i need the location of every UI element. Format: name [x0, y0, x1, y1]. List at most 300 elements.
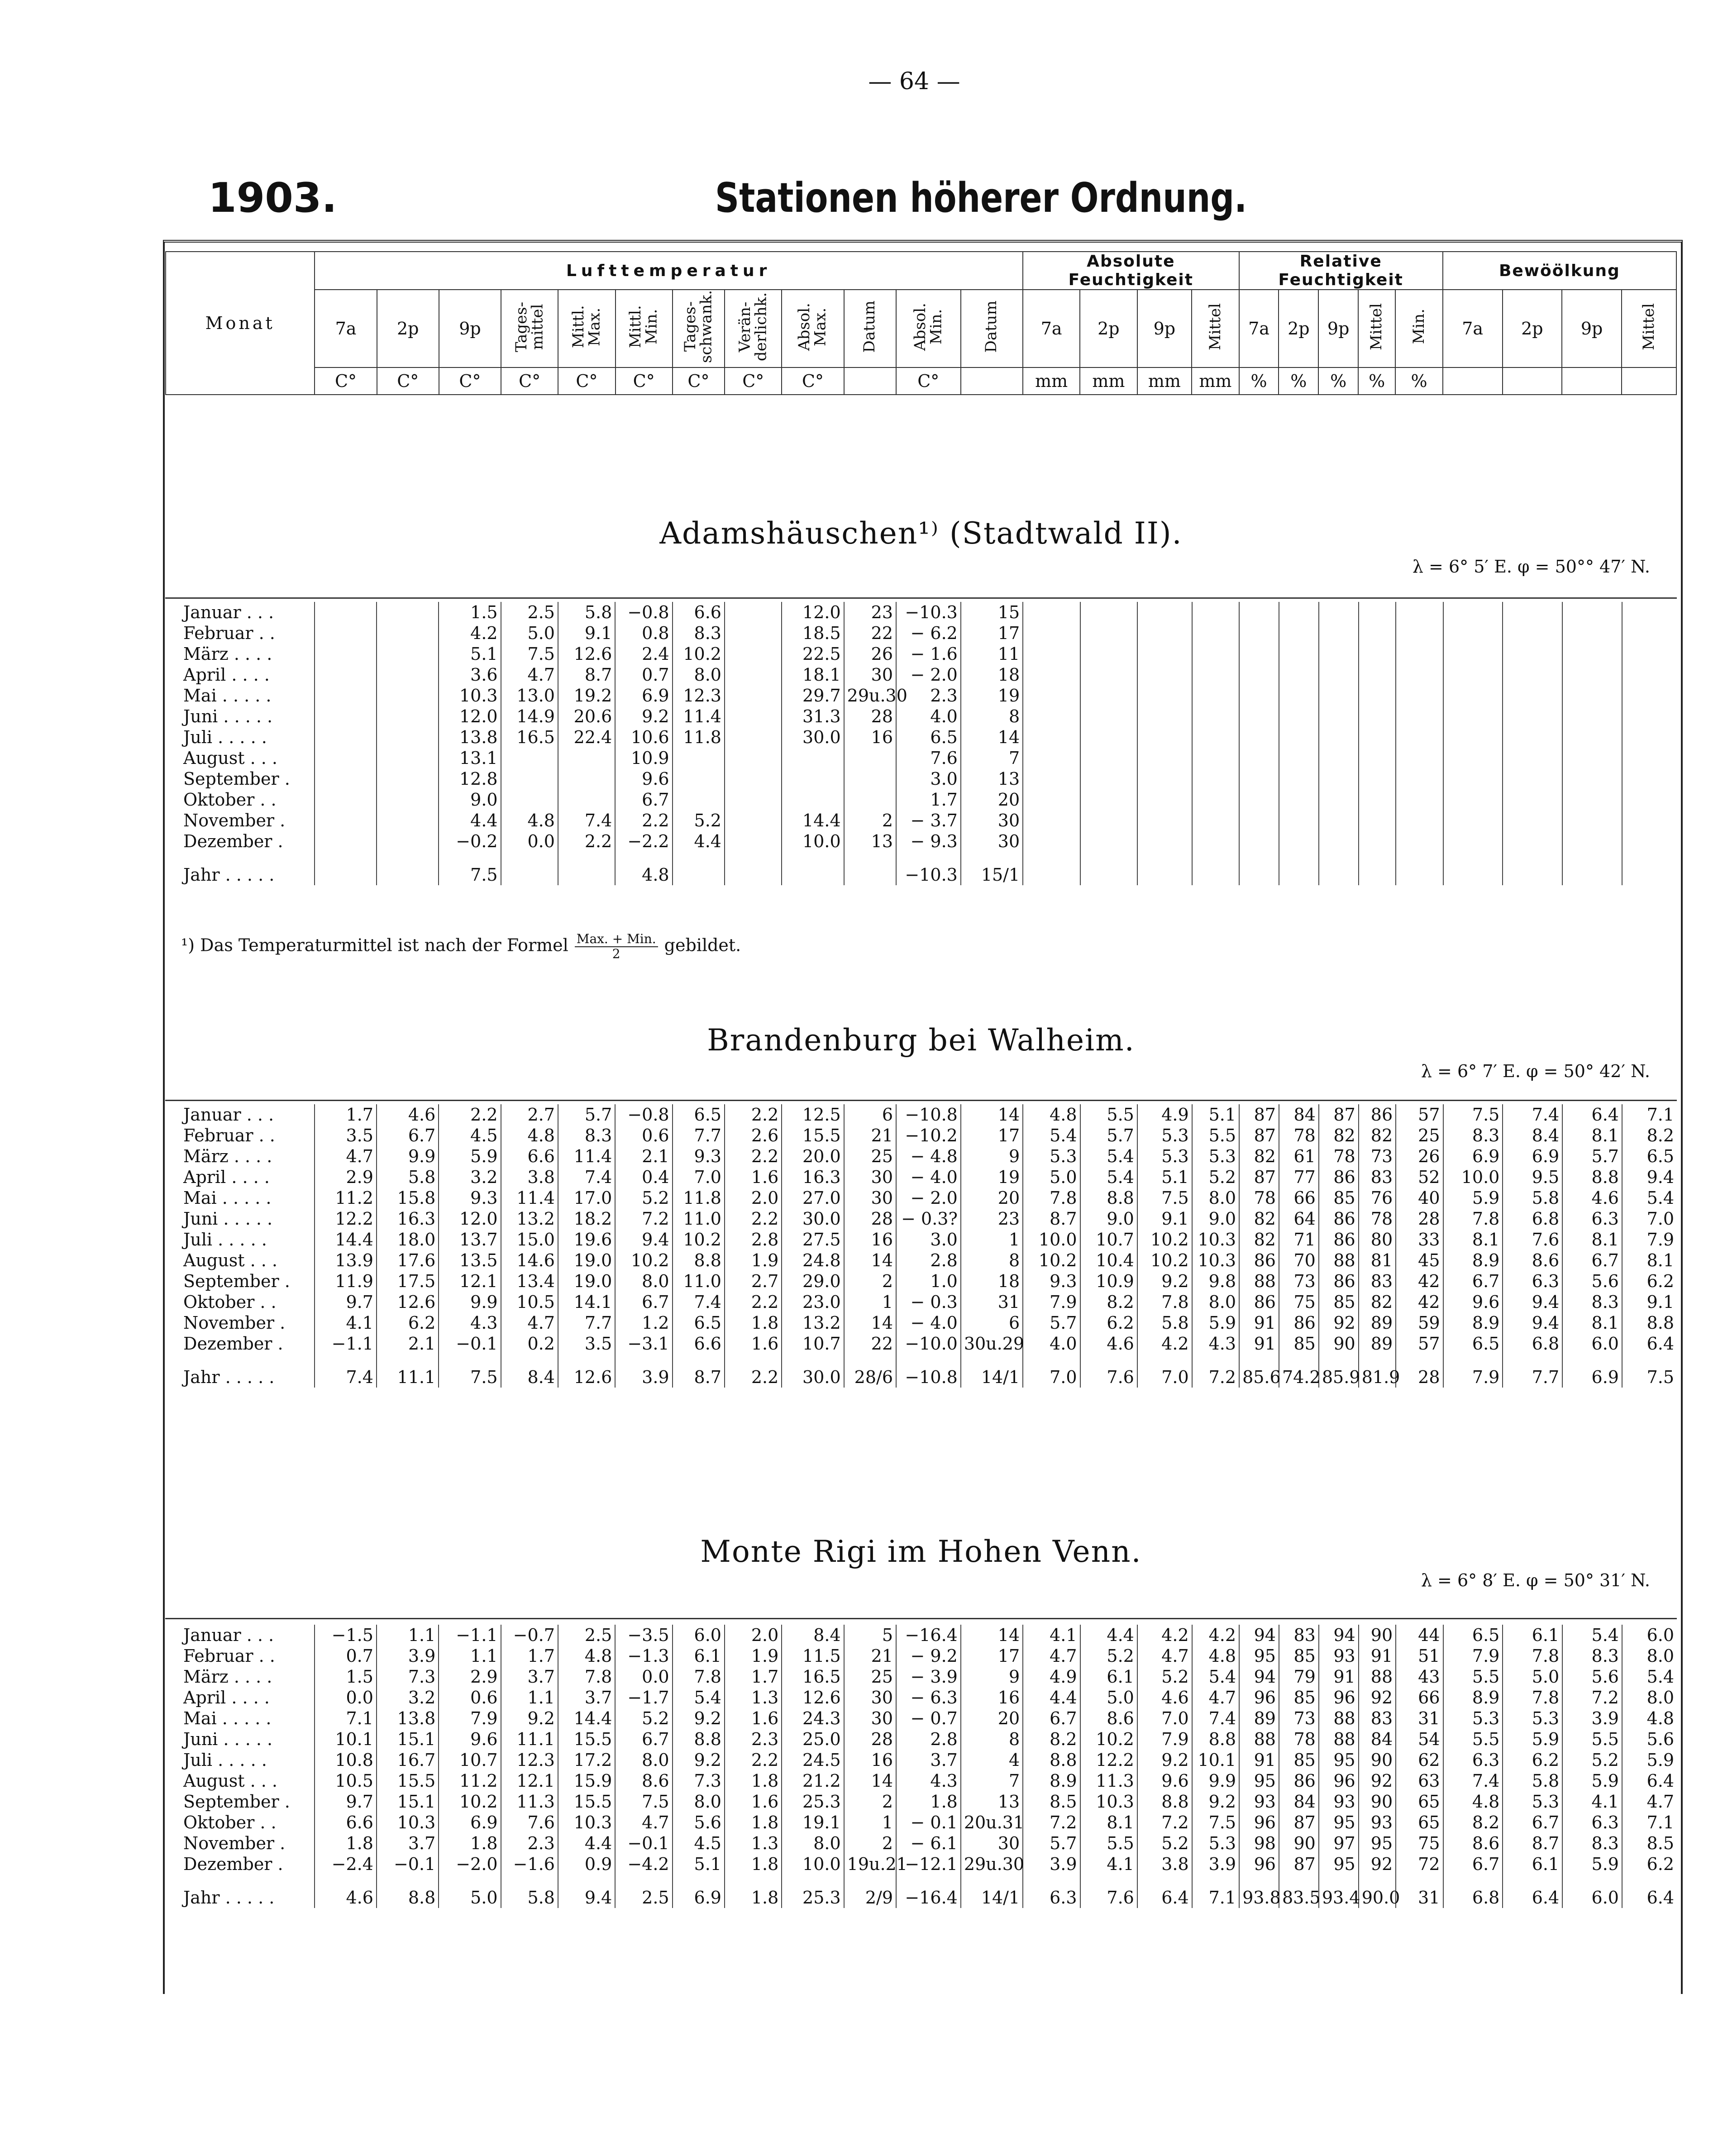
table-cell	[1503, 789, 1562, 810]
col-header-label: 9p	[1153, 319, 1176, 339]
unit-cell: C°	[377, 367, 439, 395]
table-cell: 6.8	[1503, 1208, 1562, 1229]
month-label: Mai . . . . .	[183, 686, 272, 706]
table-cell: 8.8	[1023, 1750, 1080, 1770]
table-cell	[725, 852, 782, 885]
table-cell	[725, 831, 782, 852]
table-cell: 11.4	[673, 706, 725, 727]
table-cell	[377, 789, 439, 810]
table-cell: 5.9	[439, 1146, 501, 1167]
table-cell: 13.7	[439, 1229, 501, 1250]
table-cell: 5.9	[1562, 1770, 1622, 1791]
column-header	[165, 251, 1677, 395]
table-cell	[1443, 727, 1503, 748]
group-lufttemperatur: Lufttemperatur	[315, 252, 1023, 290]
table-cell: 12.6	[377, 1292, 439, 1312]
table-cell	[1137, 852, 1192, 885]
table-cell: −4.2	[615, 1854, 672, 1875]
table-cell: 12.8	[439, 768, 501, 789]
table-cell: − 6.3	[896, 1687, 961, 1708]
table-row	[165, 1833, 1677, 1854]
table-cell: 6.5	[1443, 1333, 1503, 1354]
table-cell: 10.9	[1080, 1271, 1137, 1292]
table-cell: 4.7	[501, 1312, 558, 1333]
table-row	[165, 1208, 1677, 1229]
table-cell: 10.3	[558, 1812, 615, 1833]
table-cell: 7.9	[1443, 1354, 1503, 1388]
table-cell	[1359, 852, 1396, 885]
table-cell: 15.8	[377, 1188, 439, 1208]
table-cell: 22.4	[558, 727, 615, 748]
table-cell: 3.8	[501, 1167, 558, 1188]
table-cell: 4.5	[439, 1125, 501, 1146]
table-cell: 88	[1319, 1250, 1359, 1271]
table-cell: 2	[844, 1271, 896, 1292]
table-cell: 5.4	[1562, 1625, 1622, 1646]
table-cell	[1080, 706, 1137, 727]
table-cell: 7.5	[1622, 1354, 1677, 1388]
table-cell: 8.1	[1562, 1229, 1622, 1250]
table-cell: 8.6	[1503, 1250, 1562, 1271]
group-bewoelkung: Bewöölkung	[1443, 252, 1676, 290]
table-cell: 2.0	[725, 1188, 782, 1208]
table-cell: 9.1	[558, 623, 615, 644]
table-cell: 7.6	[1080, 1354, 1137, 1388]
year-total-row	[165, 1875, 1677, 1908]
table-cell	[1562, 706, 1622, 727]
table-cell: −10.0	[896, 1333, 961, 1354]
table-cell: 28	[844, 1208, 896, 1229]
col-header	[616, 290, 673, 367]
table-cell	[1192, 664, 1239, 685]
unit-cell: C°	[896, 367, 961, 395]
table-cell	[1023, 602, 1080, 623]
table-cell	[1443, 706, 1503, 727]
table-cell	[315, 768, 377, 789]
table-cell	[1080, 664, 1137, 685]
table-cell	[1359, 727, 1396, 748]
table-cell	[501, 768, 558, 789]
table-cell: 17	[961, 623, 1023, 644]
table-cell: 25.0	[782, 1729, 844, 1750]
table-cell: 86	[1319, 1229, 1359, 1250]
station-title: Monte Rigi im Hohen Venn.	[700, 1534, 1142, 1569]
table-cell	[377, 768, 439, 789]
table-cell	[1080, 727, 1137, 748]
group-absolute-feuchtigkeit: Absolute Feuchtigkeit	[1023, 252, 1239, 290]
table-cell: 0.7	[315, 1646, 377, 1666]
table-cell	[1396, 748, 1443, 768]
table-cell: 8.1	[1562, 1312, 1622, 1333]
table-cell: 6.4	[1562, 1104, 1622, 1125]
footnote-text: ¹) Das Temperaturmittel ist nach der Formel	[181, 935, 568, 955]
table-cell: 24.3	[782, 1708, 844, 1729]
table-cell	[1319, 727, 1359, 748]
table-cell: 10.2	[673, 644, 725, 664]
table-cell	[377, 810, 439, 831]
table-cell: 6.5	[673, 1312, 725, 1333]
table-cell: 5.6	[1622, 1729, 1677, 1750]
table-cell: 4.6	[315, 1875, 377, 1908]
table-cell: 10.5	[315, 1770, 377, 1791]
table-cell: 3.9	[615, 1354, 672, 1388]
table-cell: 27.5	[782, 1229, 844, 1250]
table-cell: 78	[1319, 1146, 1359, 1167]
table-cell: 16	[844, 727, 896, 748]
table-cell: 90	[1359, 1791, 1396, 1812]
table-cell: 17.2	[558, 1750, 615, 1770]
table-cell: 2.8	[896, 1250, 961, 1271]
table-cell: 21.2	[782, 1770, 844, 1791]
table-cell: 15.5	[377, 1770, 439, 1791]
table-cell	[1023, 810, 1080, 831]
table-cell: 1.6	[725, 1167, 782, 1188]
table-cell	[1562, 810, 1622, 831]
table-cell: 88	[1359, 1666, 1396, 1687]
table-cell: 10.3	[1192, 1250, 1239, 1271]
table-cell: 83	[1359, 1271, 1396, 1292]
table-cell: 40	[1396, 1188, 1443, 1208]
table-cell	[1622, 602, 1677, 623]
table-cell: 10.7	[1080, 1229, 1137, 1250]
table-cell	[782, 789, 844, 810]
table-cell	[1279, 706, 1319, 727]
table-cell: 19.6	[558, 1229, 615, 1250]
monat-header: Monat	[166, 252, 315, 395]
table-cell: 4.7	[1023, 1646, 1080, 1666]
table-cell: 7.5	[615, 1791, 672, 1812]
col-header	[896, 290, 961, 367]
table-row	[165, 706, 1677, 727]
table-cell	[1359, 602, 1396, 623]
unit-cell	[1443, 367, 1503, 395]
year-total-row	[165, 1354, 1677, 1388]
table-cell: 2.2	[725, 1208, 782, 1229]
page-number: — 64 —	[868, 68, 960, 95]
table-cell	[1503, 810, 1562, 831]
table-cell: 3.2	[377, 1687, 439, 1708]
table-cell	[673, 768, 725, 789]
table-cell: 6.6	[673, 602, 725, 623]
table-cell: 57	[1396, 1333, 1443, 1354]
table-cell: 8.8	[1562, 1167, 1622, 1188]
table-cell	[1279, 831, 1319, 852]
table-cell	[725, 727, 782, 748]
table-cell: 6.1	[1080, 1666, 1137, 1687]
col-header-label: 7a	[1248, 319, 1269, 339]
table-cell: 8.0	[615, 1271, 672, 1292]
month-label: September .	[183, 769, 290, 789]
table-cell: 9.0	[439, 789, 501, 810]
table-cell: 1.5	[315, 1666, 377, 1687]
table-cell: 5.3	[1443, 1708, 1503, 1729]
table-cell: 10.1	[315, 1729, 377, 1750]
table-cell	[725, 789, 782, 810]
table-cell: 0.7	[615, 664, 672, 685]
table-cell: 1.8	[725, 1854, 782, 1875]
table-cell: 0.6	[615, 1125, 672, 1146]
table-row	[165, 1250, 1677, 1271]
table-cell: 12.6	[782, 1687, 844, 1708]
table-cell: 16.5	[782, 1666, 844, 1687]
table-cell: 2.2	[725, 1104, 782, 1125]
table-cell: 73	[1279, 1708, 1319, 1729]
table-cell: −1.1	[439, 1625, 501, 1646]
table-cell: 5.0	[501, 623, 558, 644]
table-cell: 5.4	[1622, 1188, 1677, 1208]
table-cell: 86	[1239, 1250, 1279, 1271]
table-cell: 2.1	[377, 1333, 439, 1354]
col-header	[1080, 290, 1137, 367]
table-cell: 8.0	[782, 1833, 844, 1854]
table-cell: 10.2	[439, 1791, 501, 1812]
table-cell: 90.0	[1359, 1875, 1396, 1908]
table-cell: −0.1	[615, 1833, 672, 1854]
table-cell: 1.5	[439, 602, 501, 623]
month-label: April . . . .	[183, 1167, 270, 1187]
table-cell	[1396, 664, 1443, 685]
table-cell: 5.2	[1137, 1666, 1192, 1687]
table-cell: 6.2	[1622, 1271, 1677, 1292]
col-header	[1358, 290, 1395, 367]
table-cell: 8.6	[1443, 1833, 1503, 1854]
table-cell: 15	[961, 602, 1023, 623]
table-cell: 16.3	[377, 1208, 439, 1229]
table-cell: 30	[844, 1188, 896, 1208]
table-cell: 6.0	[673, 1625, 725, 1646]
station-coordinates: λ = 6° 8′ E. φ = 50° 31′ N.	[1421, 1570, 1650, 1590]
table-cell	[725, 748, 782, 768]
table-cell: 95	[1359, 1833, 1396, 1854]
table-cell: 73	[1359, 1146, 1396, 1167]
table-cell: −0.8	[615, 602, 672, 623]
table-cell: 22	[844, 623, 896, 644]
table-cell: 6.8	[1503, 1333, 1562, 1354]
table-cell: 86	[1239, 1292, 1279, 1312]
table-cell: 20.6	[558, 706, 615, 727]
table-cell	[1239, 727, 1279, 748]
table-cell: 78	[1279, 1729, 1319, 1750]
table-cell: 14	[961, 1625, 1023, 1646]
table-cell	[377, 602, 439, 623]
table-cell: 16	[961, 1687, 1023, 1708]
table-cell: 10.0	[1443, 1167, 1503, 1188]
table-cell	[1622, 623, 1677, 644]
table-cell	[1503, 831, 1562, 852]
month-label: Oktober . .	[183, 1813, 277, 1832]
table-cell: 15.5	[558, 1729, 615, 1750]
table-cell: 13.1	[439, 748, 501, 768]
table-cell: 2.5	[501, 602, 558, 623]
table-cell: 6.9	[1562, 1354, 1622, 1388]
table-cell: 18.1	[782, 664, 844, 685]
table-cell: 72	[1396, 1854, 1443, 1875]
table-cell: 9.2	[615, 706, 672, 727]
table-cell: 5	[844, 1625, 896, 1646]
table-cell	[315, 623, 377, 644]
table-cell: 14	[844, 1250, 896, 1271]
table-cell: 8.8	[1080, 1188, 1137, 1208]
table-cell: 30	[961, 831, 1023, 852]
table-cell: 10.5	[501, 1292, 558, 1312]
table-cell: 8.3	[1562, 1292, 1622, 1312]
table-cell	[1023, 685, 1080, 706]
table-cell: 7.1	[1622, 1104, 1677, 1125]
table-cell	[1279, 789, 1319, 810]
table-cell: 81.9	[1359, 1354, 1396, 1388]
table-cell: 7.4	[673, 1292, 725, 1312]
month-label: Dezember .	[183, 1334, 283, 1354]
table-cell	[725, 664, 782, 685]
col-header-label: Mittel	[1206, 303, 1224, 350]
table-cell: 9.8	[1192, 1271, 1239, 1292]
table-cell: 2.2	[725, 1146, 782, 1167]
table-cell	[1503, 644, 1562, 664]
table-cell: 7.4	[558, 1167, 615, 1188]
table-cell: 8.9	[1443, 1250, 1503, 1271]
table-cell	[1137, 748, 1192, 768]
table-cell: − 4.8	[896, 1146, 961, 1167]
table-cell: 30	[844, 1687, 896, 1708]
table-cell	[1080, 831, 1137, 852]
table-cell: 7.9	[1443, 1646, 1503, 1666]
table-cell	[1137, 810, 1192, 831]
table-cell: 17	[961, 1125, 1023, 1146]
table-row	[165, 1625, 1677, 1646]
table-cell: 24.5	[782, 1750, 844, 1770]
table-cell: 9.7	[315, 1292, 377, 1312]
table-cell: 4.4	[558, 1833, 615, 1854]
table-cell	[1192, 685, 1239, 706]
month-label: Januar . . .	[183, 1105, 274, 1125]
table-cell: 6.5	[896, 727, 961, 748]
table-cell	[1622, 644, 1677, 664]
table-cell: 6.3	[1503, 1271, 1562, 1292]
month-label: Jahr . . . . .	[183, 865, 275, 885]
table-cell: 29u.30	[844, 685, 896, 706]
table-cell: 82	[1239, 1208, 1279, 1229]
table-cell: 9.2	[673, 1708, 725, 1729]
table-cell: 7.8	[1443, 1208, 1503, 1229]
table-cell: 1.8	[725, 1312, 782, 1333]
table-cell: 6.9	[673, 1875, 725, 1908]
table-cell: 45	[1396, 1250, 1443, 1271]
col-header-label: 7a	[335, 319, 357, 339]
table-cell	[315, 748, 377, 768]
table-cell: 6.0	[1622, 1625, 1677, 1646]
table-cell: 1.0	[896, 1271, 961, 1292]
table-cell: 28	[844, 1729, 896, 1750]
table-cell: 2	[844, 1791, 896, 1812]
table-cell: 10.0	[782, 1854, 844, 1875]
table-cell: 91	[1239, 1333, 1279, 1354]
table-cell	[844, 789, 896, 810]
table-cell: 3.7	[377, 1833, 439, 1854]
table-cell: 95	[1239, 1770, 1279, 1791]
table-cell	[782, 768, 844, 789]
table-cell	[1239, 644, 1279, 664]
table-row	[165, 1333, 1677, 1354]
table-cell: 8.0	[615, 1750, 672, 1770]
table-cell: 20	[961, 1708, 1023, 1729]
table-cell: 5.3	[1503, 1708, 1562, 1729]
table-cell: −1.7	[615, 1687, 672, 1708]
month-label: April . . . .	[183, 665, 270, 685]
table-cell: 1.7	[896, 789, 961, 810]
unit-cell: mm	[1137, 367, 1192, 395]
col-header-label: Mittel	[1639, 303, 1658, 350]
table-cell: 4.6	[1562, 1188, 1622, 1208]
table-cell: 6.7	[1023, 1708, 1080, 1729]
table-cell	[315, 789, 377, 810]
table-cell	[844, 768, 896, 789]
table-cell: 13.8	[439, 727, 501, 748]
table-cell: 7.5	[1192, 1812, 1239, 1833]
table-cell: 7.0	[673, 1167, 725, 1188]
table-cell: 9.4	[558, 1875, 615, 1908]
table-cell	[1503, 602, 1562, 623]
table-cell: 9.4	[615, 1229, 672, 1250]
col-header	[1622, 290, 1676, 367]
table-cell: 65	[1396, 1812, 1443, 1833]
table-cell: 9	[961, 1666, 1023, 1687]
table-cell: 9	[961, 1146, 1023, 1167]
col-header	[1192, 290, 1239, 367]
table-cell: 15.1	[377, 1729, 439, 1750]
table-cell: 7.3	[377, 1666, 439, 1687]
table-cell	[1080, 602, 1137, 623]
section-divider	[165, 1618, 1677, 1619]
table-cell	[1279, 810, 1319, 831]
page-title: Stationen höherer Ordnung.	[715, 174, 1247, 222]
table-cell: 21	[844, 1125, 896, 1146]
table-cell: 8.8	[1622, 1312, 1677, 1333]
table-cell: 1.3	[725, 1833, 782, 1854]
table-cell: 54	[1396, 1729, 1443, 1750]
col-header-label: Verän-derlichk.	[735, 292, 770, 361]
table-cell: 10.1	[1192, 1750, 1239, 1770]
table-cell: 1.7	[315, 1104, 377, 1125]
table-cell: 8.2	[1443, 1812, 1503, 1833]
table-cell: 7.7	[673, 1125, 725, 1146]
table-cell	[501, 748, 558, 768]
month-label: Januar . . .	[183, 602, 274, 622]
table-cell	[377, 685, 439, 706]
table-cell	[1137, 831, 1192, 852]
col-header-label: Mittl. Min.	[626, 305, 661, 348]
table-cell: − 6.1	[896, 1833, 961, 1854]
table-cell: 0.0	[615, 1666, 672, 1687]
unit-cell	[1562, 367, 1622, 395]
table-cell: 14	[844, 1312, 896, 1333]
table-row	[165, 1750, 1677, 1770]
table-cell: 1.3	[725, 1687, 782, 1708]
table-cell: 7.4	[558, 810, 615, 831]
unit-cell	[1503, 367, 1562, 395]
table-cell	[1192, 644, 1239, 664]
table-cell	[1359, 623, 1396, 644]
table-cell: 91	[1239, 1312, 1279, 1333]
table-cell: 6.2	[1503, 1750, 1562, 1770]
table-cell: 11.2	[315, 1188, 377, 1208]
table-cell: 87	[1279, 1812, 1319, 1833]
table-cell: 7.9	[1023, 1292, 1080, 1312]
unit-cell: %	[1279, 367, 1318, 395]
table-row	[165, 1687, 1677, 1708]
table-cell: 12.2	[315, 1208, 377, 1229]
table-cell: 9.2	[1137, 1750, 1192, 1770]
table-cell: 25	[844, 1146, 896, 1167]
